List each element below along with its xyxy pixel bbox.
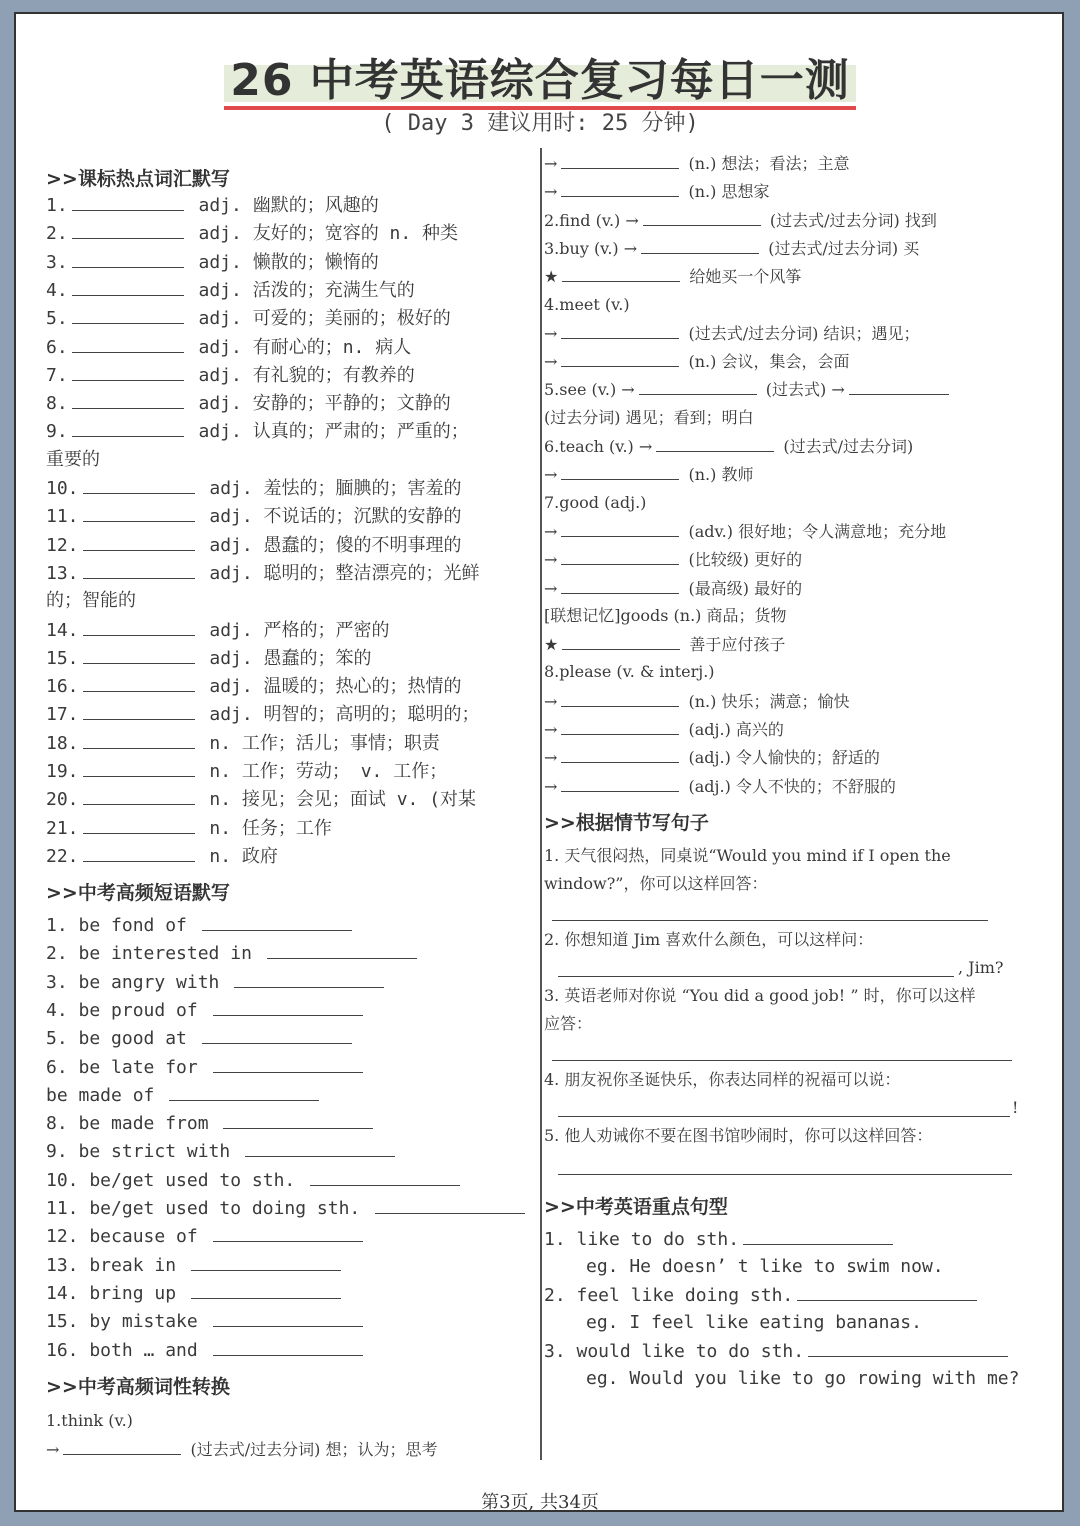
conversion-item: [544, 292, 630, 318]
conversion-hint: (n.) 想法；看法；主意: [683, 154, 850, 173]
vocab-answer-blank[interactable]: [72, 334, 184, 353]
sentence-prompt: window?”，你可以这样回答：: [544, 874, 768, 893]
conversion-hint: (过去式/过去分词) 想；认为；思考: [185, 1440, 438, 1459]
vocab-item: [46, 475, 462, 502]
phrase-item: [46, 1054, 367, 1081]
phrase-text: 12. because of: [46, 1226, 209, 1248]
vocab-item: [46, 192, 379, 219]
pattern-text: eg. I feel like eating bananas.: [586, 1312, 922, 1333]
conversion-item: [544, 518, 946, 545]
conversion-label: →: [544, 578, 558, 598]
conversion-label: 6.teach (v.) →: [544, 437, 653, 456]
sentence-prompt: 2. 你想知道 Jim 喜欢什么颜色，可以这样问：: [544, 930, 874, 949]
section-heading-patterns: >>中考英语重点句型: [544, 1196, 728, 1218]
item-definition: adj. 不说话的；沉默的安静的: [198, 506, 462, 528]
conversion-word: 1.think (v.): [46, 1411, 133, 1430]
vocab-item: [46, 588, 136, 614]
pattern-answer-blank[interactable]: [797, 1282, 977, 1301]
conversion-item: [544, 575, 802, 602]
conversion-label: 7.good (adj.): [544, 492, 647, 512]
vocab-item: [46, 645, 372, 672]
conversion-item: [544, 546, 802, 573]
conversion-label: 5.see (v.) →: [544, 380, 635, 400]
item-number: 9.: [46, 421, 68, 443]
item-definition: adj. 幽默的；风趣的: [187, 195, 379, 216]
vocab-item: [46, 277, 415, 304]
phrase-text: 16. both … and: [46, 1339, 209, 1361]
vocab-item: [46, 220, 458, 247]
vocab-answer-blank[interactable]: [72, 305, 184, 324]
sentence-prompt: 5. 他人劝诫你不要在图书馆吵闹时，你可以这样回答：: [544, 1126, 933, 1145]
section-heading-sentences: >>根据情节写句子: [544, 812, 709, 834]
item-definition: adj. 愚蠢的；笨的: [198, 647, 372, 669]
page-title: [0, 44, 1080, 108]
item-definition-continued: 重要的: [46, 448, 100, 470]
conversion-hint: (n.) 教师: [683, 465, 754, 485]
item-definition: n. 工作；活儿；事情；职责: [198, 732, 440, 754]
item-definition: adj. 愚蠢的；傻的不明事理的: [198, 534, 462, 556]
vocab-item: [46, 305, 451, 332]
phrase-item: [46, 997, 367, 1024]
phrase-item: [46, 1280, 345, 1307]
phrase-text: 1. be fond of: [46, 915, 198, 936]
vocab-item: [46, 617, 390, 644]
item-number: 2.: [46, 223, 68, 245]
conversion-label: →: [544, 352, 558, 372]
phrase-item: [46, 969, 388, 996]
conversion-item: [544, 631, 785, 658]
phrase-answer-blank[interactable]: [267, 940, 417, 959]
item-number: 19.: [46, 761, 79, 782]
item-number: 3.: [46, 251, 68, 273]
vocab-item: [46, 418, 469, 445]
conversion-label: [联想记忆]goods (n.) 商品；货物: [544, 605, 787, 625]
sentence-prompt: 1. 天气很闷热，同桌说“Would you mind if I open the: [544, 846, 951, 865]
vocab-item: [46, 758, 447, 785]
conversion-item: [544, 376, 953, 403]
item-definition: adj. 安静的；平静的；文静的: [187, 393, 451, 415]
vocab-answer-blank[interactable]: [83, 560, 195, 579]
conversion-item: [544, 433, 913, 460]
vocab-item: [46, 249, 379, 276]
phrase-text: 10. be/get used to sth.: [46, 1169, 307, 1191]
conversion-item: [544, 178, 769, 205]
item-definition: adj. 严格的；严密的: [198, 619, 390, 641]
conversion-hint: (比较级) 更好的: [683, 550, 803, 570]
vocab-answer-blank[interactable]: [83, 786, 195, 805]
vocab-item: [46, 334, 411, 361]
vocab-item: [46, 843, 278, 870]
item-number: 6.: [46, 336, 68, 358]
vocab-answer-blank[interactable]: [72, 249, 184, 268]
conversion-hint: (过去式/过去分词): [778, 437, 914, 456]
pattern-text: 3. would like to do sth.: [544, 1341, 805, 1362]
item-definition: adj. 活泼的；充满生气的: [187, 279, 415, 301]
item-number: 22.: [46, 845, 79, 867]
item-definition: adj. 认真的；严肃的；严重的；: [187, 421, 469, 443]
conversion-item: [544, 603, 787, 629]
phrase-text: be made of: [46, 1084, 166, 1106]
conversion-item: [544, 348, 849, 375]
vocab-answer-blank[interactable]: [72, 362, 184, 381]
sentence-answer-line[interactable]: [558, 976, 954, 977]
phrase-answer-blank[interactable]: [213, 1308, 363, 1327]
pattern-answer-blank[interactable]: [743, 1226, 893, 1245]
conversion-item: [544, 490, 646, 516]
vocab-item: [46, 532, 462, 559]
pattern-item: [544, 1338, 1012, 1365]
item-number: 14.: [46, 619, 79, 641]
arrow: →: [46, 1440, 60, 1459]
section-heading-vocab: >>课标热点词汇默写: [46, 168, 230, 190]
vocab-item: [46, 701, 480, 728]
phrase-item: [46, 1025, 356, 1052]
conversion-label: →: [544, 691, 558, 711]
conversion-answer-blank[interactable]: [561, 461, 679, 480]
phrase-answer-blank[interactable]: [223, 1110, 373, 1129]
pattern-text: 1. like to do sth.: [544, 1229, 740, 1250]
vocab-item: [46, 786, 476, 813]
conversion-answer-blank[interactable]: [562, 631, 680, 650]
title-text: 26 中考英语综合复习每日一测: [224, 55, 856, 110]
item-number: 17.: [46, 704, 79, 726]
sentence-answer-line[interactable]: [552, 920, 988, 921]
sentence-answer-line[interactable]: [558, 1116, 1010, 1117]
phrase-text: 9. be strict with: [46, 1141, 242, 1163]
item-number: 18.: [46, 732, 79, 754]
page-number: 第3页, 共34页: [481, 1492, 599, 1513]
conversion-item: [544, 688, 849, 715]
phrase-item: [46, 1195, 529, 1222]
phrase-item: [46, 1337, 367, 1364]
conversion-item: [544, 150, 849, 177]
pattern-answer-blank[interactable]: [808, 1338, 1008, 1357]
sentence-answer-line[interactable]: [558, 1174, 1012, 1175]
conversion-answer-blank[interactable]: [561, 744, 679, 763]
item-number: 12.: [46, 534, 79, 556]
item-number: 7.: [46, 364, 68, 386]
conversion-answer-blank[interactable]: [561, 178, 679, 197]
item-definition: adj. 友好的；宽容的 n. 种类: [187, 223, 459, 245]
item-definition: n. 接见；会见；面试 v. (对某: [198, 789, 477, 811]
phrase-text: 8. be made from: [46, 1113, 220, 1135]
conversion-answer-blank[interactable]: [561, 773, 679, 792]
conversion-item: [544, 235, 919, 262]
sentence-ending: !: [1012, 1098, 1019, 1117]
section-heading-conversion: >>中考高频词性转换: [46, 1376, 230, 1398]
vocab-answer-blank[interactable]: [72, 390, 184, 409]
conversion-item: [544, 461, 753, 488]
item-definition: adj. 有礼貌的；有教养的: [187, 364, 415, 386]
pattern-item: [544, 1226, 897, 1253]
vocab-answer-blank[interactable]: [83, 843, 195, 862]
phrase-answer-blank[interactable]: [375, 1195, 525, 1214]
conversion-answer-blank[interactable]: [639, 376, 757, 395]
conversion-answer-blank[interactable]: [656, 433, 774, 452]
sentence-prompt: 3. 英语老师对你说 “You did a good job! ” 时，你可以这样: [544, 986, 976, 1005]
conversion-answer-blank[interactable]: [561, 348, 679, 367]
sentence-prompt: 4. 朋友祝你圣诞快乐，你表达同样的祝福可以说：: [544, 1070, 901, 1089]
item-number: 13.: [46, 562, 79, 584]
pattern-text: eg. Would you like to go rowing with me?: [586, 1368, 1020, 1389]
item-number: 15.: [46, 647, 79, 669]
phrase-answer-blank[interactable]: [169, 1082, 319, 1101]
item-definition: adj. 羞怯的；腼腆的；害羞的: [198, 478, 462, 499]
vocab-answer-blank[interactable]: [72, 192, 184, 211]
vocab-answer-blank[interactable]: [83, 503, 195, 522]
phrase-item: [46, 1308, 367, 1335]
phrase-answer-blank[interactable]: [245, 1138, 395, 1157]
item-definition: n. 工作；劳动； v. 工作；: [198, 761, 448, 782]
conversion-label: →: [544, 720, 558, 739]
vocab-answer-blank[interactable]: [83, 617, 195, 636]
phrase-item: [46, 1110, 377, 1137]
phrase-item: [46, 1223, 367, 1250]
sentence-prompt: 应答：: [544, 1014, 593, 1033]
phrase-answer-blank[interactable]: [191, 1280, 341, 1299]
conversion-hint: (adj.) 令人不快的；不舒服的: [683, 776, 896, 796]
phrase-answer-blank[interactable]: [191, 1252, 341, 1271]
conversion-item: [544, 716, 784, 743]
conversion-label: (过去分词) 遇见；看到；明白: [544, 407, 754, 427]
vocab-answer-blank[interactable]: [83, 758, 195, 777]
item-number: 8.: [46, 393, 68, 415]
item-number: 21.: [46, 817, 79, 839]
conversion-answer-blank[interactable]: [561, 150, 679, 169]
conversion-label: →: [544, 323, 558, 343]
conversion-hint: (adj.) 令人愉快的；舒适的: [683, 748, 880, 768]
item-number: 20.: [46, 789, 79, 811]
conversion-answer-blank[interactable]: [561, 716, 679, 735]
phrase-item: [46, 1252, 345, 1279]
conversion-answer-blank[interactable]: [63, 1436, 181, 1455]
item-definition: adj. 明智的；高明的；聪明的；: [198, 704, 480, 726]
column-divider: [540, 148, 542, 1460]
conversion-hint: (adj.) 高兴的: [683, 720, 784, 739]
item-definition: adj. 懒散的；懒惰的: [187, 251, 379, 273]
conversion-hint: (n.) 快乐；满意；愉快: [683, 691, 850, 711]
conversion-label: →: [544, 521, 558, 541]
vocab-item: [46, 730, 440, 757]
phrase-item: [46, 912, 356, 939]
vocab-answer-blank[interactable]: [72, 277, 184, 296]
conversion-label: 3.buy (v.) →: [544, 238, 638, 258]
phrase-text: 15. by mistake: [46, 1311, 209, 1333]
conversion-label: →: [544, 465, 558, 485]
phrase-answer-blank[interactable]: [213, 1223, 363, 1242]
pattern-item: [544, 1282, 981, 1309]
vocab-answer-blank[interactable]: [83, 730, 195, 749]
conversion-hint: (最高级) 最好的: [683, 578, 803, 598]
vocab-answer-blank[interactable]: [83, 532, 195, 551]
conversion-label: →: [544, 748, 558, 768]
pattern-text: eg. He doesn’ t like to swim now.: [586, 1256, 944, 1277]
conversion-label: 4.meet (v.): [544, 294, 630, 314]
vocab-item: [46, 390, 451, 417]
item-number: 4.: [46, 279, 68, 301]
sentence-answer-line[interactable]: [552, 1060, 1012, 1061]
sentence-ending: , Jim?: [958, 958, 1004, 977]
conversion-label: 8.please (v. & interj.): [544, 662, 715, 682]
item-number: 5.: [46, 308, 68, 330]
phrase-answer-blank[interactable]: [213, 997, 363, 1016]
item-definition: adj. 有耐心的；n. 病人: [187, 336, 412, 358]
phrase-answer-blank[interactable]: [310, 1167, 460, 1186]
phrase-item: [46, 1082, 323, 1109]
item-definition: n. 政府: [198, 845, 278, 867]
phrase-answer-blank[interactable]: [234, 969, 384, 988]
conversion-item: [544, 207, 937, 234]
conversion-label: ★: [544, 635, 559, 655]
conversion-item: [544, 744, 880, 771]
conversion-item: [46, 1436, 437, 1463]
phrase-text: 14. bring up: [46, 1282, 187, 1304]
conversion-hint: (过去式) →: [760, 380, 845, 400]
item-definition-continued: 的；智能的: [46, 590, 136, 612]
conversion-item: [544, 659, 715, 685]
phrase-item: [46, 1138, 399, 1165]
conversion-item: [544, 405, 754, 431]
pattern-item: [586, 1366, 1019, 1392]
conversion-hint: (adv.) 很好地；令人满意地；充分地: [683, 521, 947, 541]
conversion-item: [46, 1408, 133, 1434]
conversion-label: →: [544, 182, 558, 202]
phrase-answer-blank[interactable]: [213, 1054, 363, 1073]
phrase-item: [46, 1167, 464, 1194]
conversion-hint: (n.) 会议，集会，会面: [683, 352, 850, 372]
conversion-answer-blank[interactable]: [641, 235, 759, 254]
conversion-label: 2.find (v.) →: [544, 210, 639, 230]
item-number: 16.: [46, 676, 79, 698]
vocab-answer-blank[interactable]: [83, 645, 195, 664]
page-subtitle: ( Day 3 建议用时: 25 分钟): [381, 111, 699, 136]
conversion-answer-blank[interactable]: [561, 575, 679, 594]
conversion-answer-blank[interactable]: [561, 518, 679, 537]
vocab-item: [46, 673, 462, 700]
phrase-answer-blank[interactable]: [213, 1337, 363, 1356]
conversion-answer-blank[interactable]: [643, 207, 761, 226]
pattern-text: 2. feel like doing sth.: [544, 1285, 794, 1306]
item-definition: n. 任务；工作: [198, 817, 332, 839]
conversion-label: →: [544, 776, 558, 796]
vocab-item: [46, 362, 415, 389]
vocab-answer-blank[interactable]: [72, 220, 184, 239]
item-number: 1.: [46, 195, 68, 216]
item-definition: adj. 温暖的；热心的；热情的: [198, 676, 462, 698]
phrase-text: 6. be late for: [46, 1056, 209, 1078]
vocab-item: [46, 560, 480, 587]
conversion-answer-blank[interactable]: [849, 376, 949, 395]
vocab-answer-blank[interactable]: [83, 815, 195, 834]
conversion-hint: 善于应付孩子: [684, 635, 786, 655]
pattern-item: [586, 1310, 922, 1336]
conversion-answer-blank[interactable]: [561, 320, 679, 339]
conversion-item: [544, 320, 919, 347]
item-definition: adj. 聪明的；整洁漂亮的；光鲜: [198, 562, 480, 584]
phrase-text: 13. break in: [46, 1254, 187, 1276]
conversion-label: →: [544, 550, 558, 570]
item-number: 11.: [46, 506, 79, 528]
conversion-hint: (过去式/过去分词) 找到: [764, 210, 937, 230]
vocab-answer-blank[interactable]: [83, 475, 195, 494]
conversion-hint: (过去式/过去分词) 买: [763, 238, 920, 258]
vocab-item: [46, 815, 332, 842]
item-definition: adj. 可爱的；美丽的；极好的: [187, 308, 451, 330]
vocab-answer-blank[interactable]: [83, 701, 195, 720]
conversion-answer-blank[interactable]: [561, 546, 679, 565]
vocab-answer-blank[interactable]: [72, 418, 184, 437]
conversion-answer-blank[interactable]: [562, 263, 680, 282]
conversion-hint: 给她买一个风筝: [684, 267, 802, 287]
phrase-answer-blank[interactable]: [202, 1025, 352, 1044]
pattern-item: [586, 1254, 944, 1280]
conversion-label: →: [544, 154, 558, 173]
section-heading-phrases: >>中考高频短语默写: [46, 882, 230, 904]
phrase-text: 3. be angry with: [46, 971, 231, 993]
vocab-item: [46, 447, 100, 473]
conversion-item: [544, 773, 896, 800]
phrase-text: 11. be/get used to doing sth.: [46, 1198, 372, 1219]
conversion-answer-blank[interactable]: [561, 688, 679, 707]
conversion-item: [544, 263, 801, 290]
phrase-text: 4. be proud of: [46, 999, 209, 1021]
phrase-text: 5. be good at: [46, 1028, 198, 1050]
conversion-hint: (n.) 思想家: [683, 182, 770, 202]
phrase-item: [46, 940, 421, 967]
conversion-hint: (过去式/过去分词) 结识；遇见；: [683, 323, 920, 343]
vocab-answer-blank[interactable]: [83, 673, 195, 692]
item-number: 10.: [46, 478, 79, 499]
conversion-label: ★: [544, 267, 559, 287]
phrase-text: 2. be interested in: [46, 943, 263, 965]
vocab-item: [46, 503, 462, 530]
phrase-answer-blank[interactable]: [202, 912, 352, 931]
